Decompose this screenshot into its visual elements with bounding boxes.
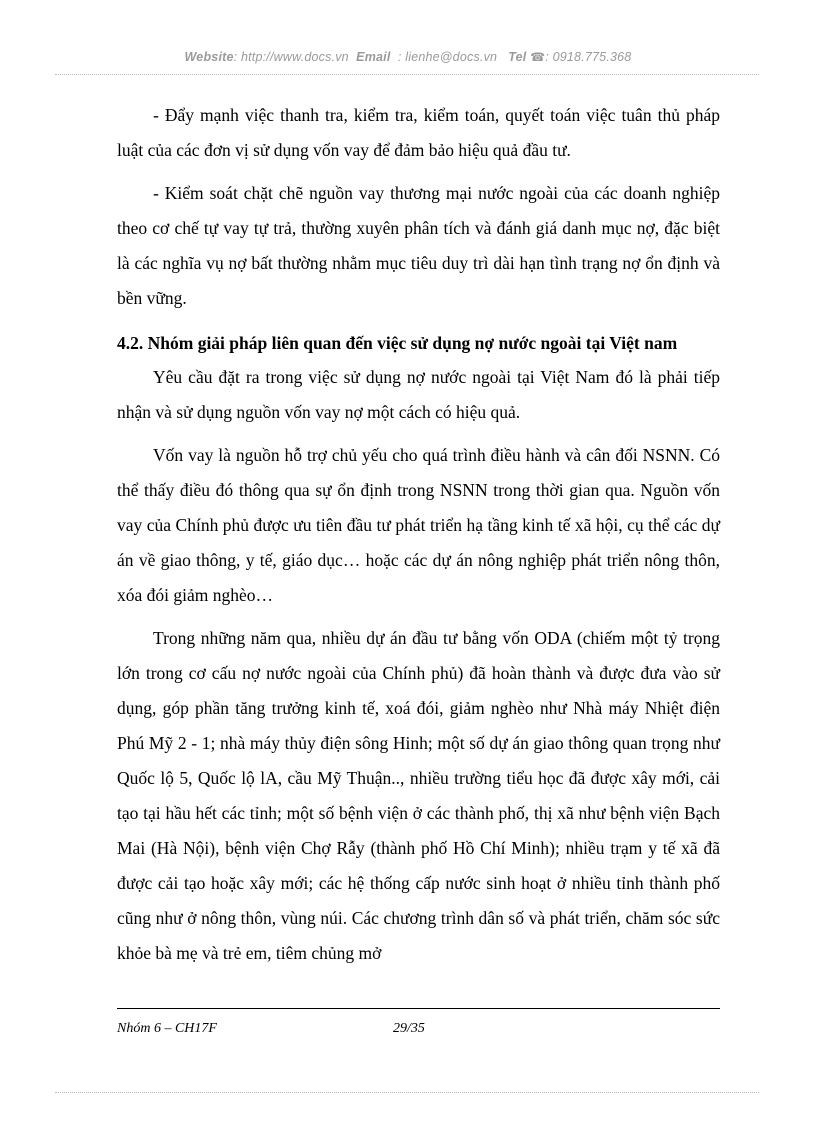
document-body — [117, 98, 720, 971]
paragraph-audit: - Đẩy mạnh việc thanh tra, kiểm tra, kiểm toán, quyết toán việc tuân thủ pháp luật của các đơn vị sử dụng vốn vay để đảm bảo hiệu quả đầu tư. — [117, 105, 720, 160]
page-header — [0, 50, 816, 64]
website-label: Website — [184, 50, 234, 64]
footer-divider — [117, 1008, 720, 1009]
paragraph-commercial-loans: - Kiểm soát chặt chẽ nguồn vay thương mại nước ngoài của các doanh nghiệp theo cơ chế tự vay tự trả, thường xuyên phân tích và đánh giá danh mục nợ, đặc biệt là các nghĩa vụ nợ bất thường nhằm mục tiêu duy trì dài hạn tình trạng nợ ổn định và bền vững. — [117, 183, 720, 308]
email-address[interactable]: : lienhe@docs.vn — [397, 50, 498, 64]
footer-group-name: Nhóm 6 – CH17F — [117, 1021, 217, 1036]
paragraph-loan-source: Vốn vay là nguồn hỗ trợ chủ yếu cho quá trình điều hành và cân đối NSNN. Có thể thấy điều đó thông qua sự ổn định trong NSNN trong thời gian qua. Nguồn vốn vay của Chính phủ được ưu tiên đầu tư phát triển hạ tầng kinh tế xã hội, cụ thể các dự án về giao thông, y tế, giáo dục… hoặc các dự án nông nghiệp phát triển nông thôn, xóa đói giảm nghèo… — [117, 445, 720, 605]
tel-number: : 0918.775.368 — [545, 50, 632, 64]
telephone-icon: ☎ — [530, 50, 546, 64]
section-heading: 4.2. Nhóm giải pháp liên quan đến việc sử dụng nợ nước ngoài tại Việt nam — [117, 333, 678, 353]
website-url[interactable]: : http://www.docs.vn — [233, 50, 349, 64]
paragraph-oda-projects: Trong những năm qua, nhiều dự án đầu tư bằng vốn ODA (chiếm một tỷ trọng lớn trong cơ cấu nợ nước ngoài của Chính phủ) đã hoàn thành và được đưa vào sử dụng, góp phần tăng trưởng kinh tế, xoá đói, giảm nghèo như Nhà máy Nhiệt điện Phú Mỹ 2 - 1; nhà máy thủy điện sông Hinh; một số dự án giao thông quan trọng như Quốc lộ 5, Quốc lộ lA, cầu Mỹ Thuận.., nhiều trường tiểu học đã được xây mới, cải tạo tại hầu hết các tỉnh; một số bệnh viện ở các thành phố, thị xã như bệnh viện Bạch Mai (Hà Nội), bệnh viện Chợ Rẫy (thành phố Hồ Chí Minh); nhiều trạm y tế xã đã được cải tạo hoặc xây mới; các hệ thống cấp nước sinh hoạt ở nhiều tỉnh thành phố cũng như ở nông thôn, vùng núi. Các chương trình dân số và phát triển, chăm sóc sức khỏe bà mẹ và trẻ em, tiêm chủng mở — [117, 628, 720, 963]
email-label: Email — [356, 50, 391, 64]
paragraph-requirement: Yêu cầu đặt ra trong việc sử dụng nợ nước ngoài tại Việt Nam đó là phải tiếp nhận và sử dụng nguồn vốn vay nợ một cách có hiệu quả. — [117, 367, 720, 422]
header-divider — [55, 74, 759, 75]
tel-label: Tel — [508, 50, 527, 64]
bottom-divider — [55, 1092, 759, 1093]
page-number: 29/35 — [393, 1021, 425, 1036]
